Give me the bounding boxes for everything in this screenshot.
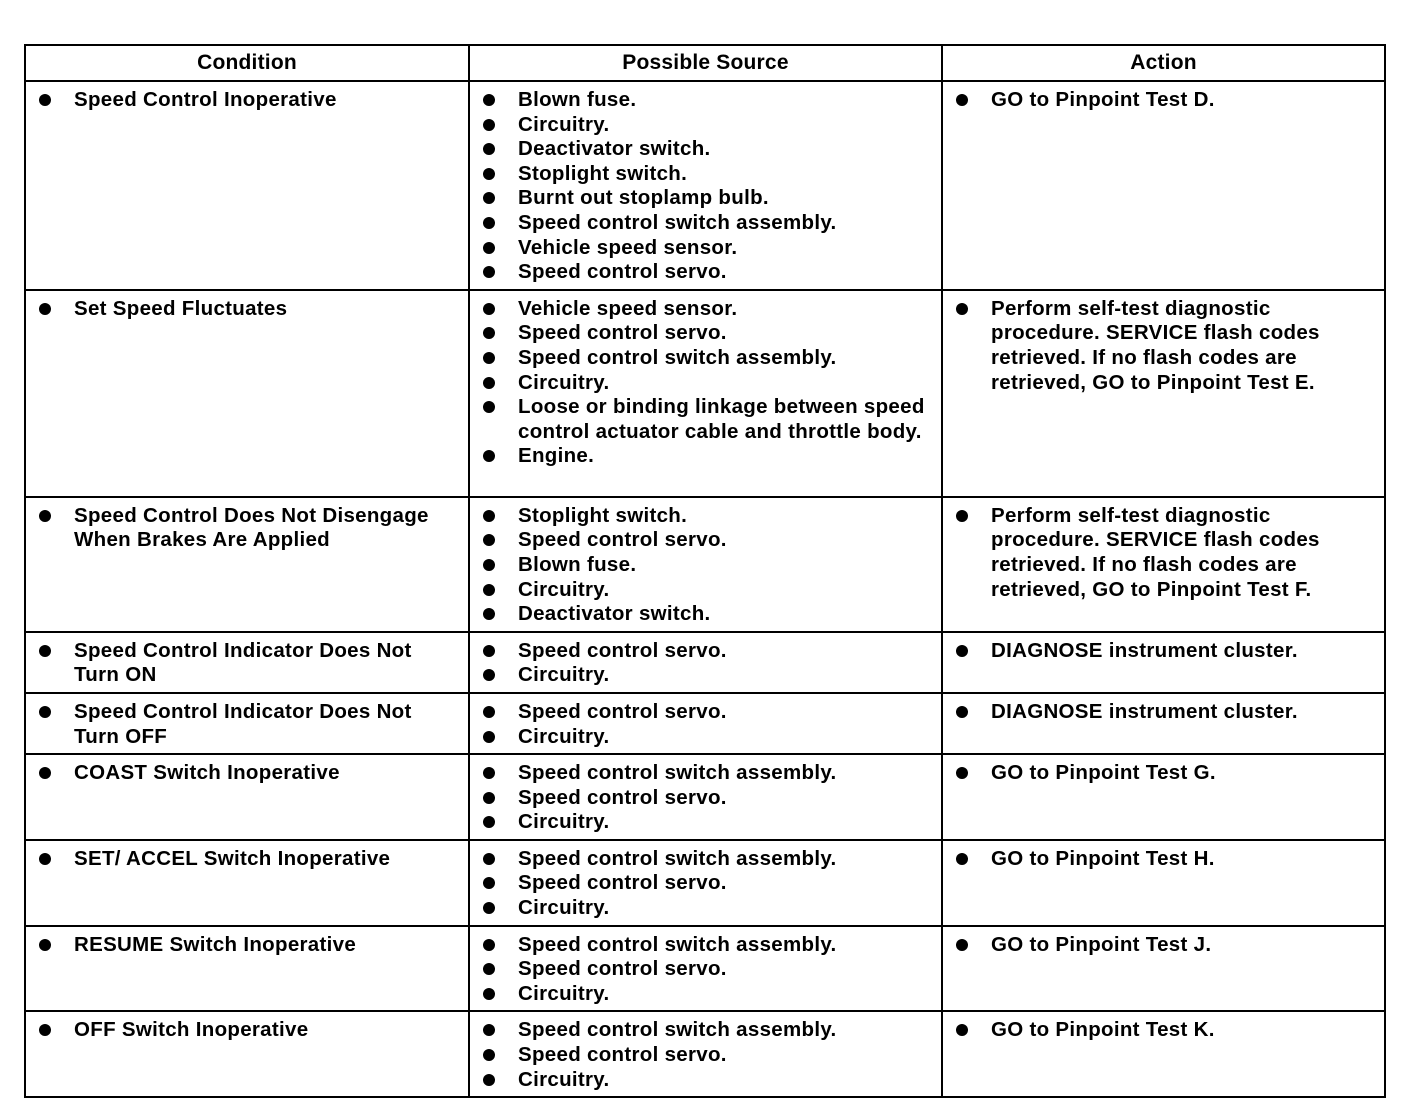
condition-cell — [25, 840, 469, 926]
source-item: Speed control servo. — [482, 957, 931, 982]
source-item: Circuitry. — [482, 578, 931, 603]
header-condition: Condition — [25, 45, 469, 81]
table-row — [25, 497, 1385, 632]
source-item: Blown fuse. — [482, 88, 931, 113]
table-row — [25, 290, 1385, 497]
action-cell — [942, 632, 1385, 693]
source-item: Circuitry. — [482, 663, 931, 688]
condition-text: RESUME Switch Inoperative — [38, 933, 458, 958]
action-cell — [942, 693, 1385, 754]
condition-cell — [25, 693, 469, 754]
action-list — [955, 1018, 1374, 1043]
action-text: GO to Pinpoint Test H. — [955, 847, 1374, 872]
condition-text: Speed Control Does Not Disengage When Brakes Are Applied — [38, 504, 458, 553]
action-cell — [942, 497, 1385, 632]
source-item: Speed control servo. — [482, 871, 931, 896]
source-list — [482, 639, 931, 688]
possible-source-cell — [469, 926, 942, 1012]
table-row — [25, 754, 1385, 840]
condition-text: SET/ ACCEL Switch Inoperative — [38, 847, 458, 872]
condition-cell — [25, 290, 469, 497]
table-row — [25, 926, 1385, 1012]
possible-source-cell — [469, 497, 942, 632]
source-item: Deactivator switch. — [482, 602, 931, 627]
table-row — [25, 840, 1385, 926]
source-item: Vehicle speed sensor. — [482, 236, 931, 261]
condition-text: Speed Control Inoperative — [38, 88, 458, 113]
possible-source-cell — [469, 81, 942, 290]
source-item: Speed control switch assembly. — [482, 1018, 931, 1043]
action-list — [955, 847, 1374, 872]
source-item: Circuitry. — [482, 725, 931, 750]
condition-list — [38, 933, 458, 958]
action-text: Perform self-test diagnostic procedure. SERVICE flash codes retrieved. If no flash codes are retrieved, GO to Pinpoint Test E. — [955, 297, 1374, 395]
condition-list — [38, 504, 458, 553]
source-list — [482, 504, 931, 627]
action-text: GO to Pinpoint Test K. — [955, 1018, 1374, 1043]
source-item: Speed control servo. — [482, 1043, 931, 1068]
condition-list — [38, 297, 458, 322]
condition-text: OFF Switch Inoperative — [38, 1018, 458, 1043]
source-list — [482, 761, 931, 835]
source-item: Speed control switch assembly. — [482, 346, 931, 371]
condition-cell — [25, 926, 469, 1012]
source-item: Speed control servo. — [482, 528, 931, 553]
source-item: Speed control switch assembly. — [482, 933, 931, 958]
condition-text: Speed Control Indicator Does Not Turn ON — [38, 639, 458, 688]
source-item: Loose or binding linkage between speed control actuator cable and throttle body. — [482, 395, 931, 444]
action-text: Perform self-test diagnostic procedure. SERVICE flash codes retrieved. If no flash codes are retrieved, GO to Pinpoint Test F. — [955, 504, 1374, 602]
action-list — [955, 761, 1374, 786]
condition-cell — [25, 497, 469, 632]
action-list — [955, 639, 1374, 664]
action-list — [955, 700, 1374, 725]
action-list — [955, 933, 1374, 958]
source-item: Circuitry. — [482, 113, 931, 138]
action-list — [955, 504, 1374, 602]
possible-source-cell — [469, 1011, 942, 1097]
header-action: Action — [942, 45, 1385, 81]
source-item: Speed control servo. — [482, 321, 931, 346]
condition-list — [38, 88, 458, 113]
source-list — [482, 1018, 931, 1092]
condition-cell — [25, 754, 469, 840]
source-item: Speed control switch assembly. — [482, 211, 931, 236]
condition-text: Speed Control Indicator Does Not Turn OFF — [38, 700, 458, 749]
source-list — [482, 88, 931, 285]
source-item: Circuitry. — [482, 810, 931, 835]
possible-source-cell — [469, 290, 942, 497]
condition-text: Set Speed Fluctuates — [38, 297, 458, 322]
source-item: Speed control switch assembly. — [482, 761, 931, 786]
action-text: DIAGNOSE instrument cluster. — [955, 700, 1374, 725]
action-list — [955, 297, 1374, 395]
condition-list — [38, 700, 458, 749]
action-cell — [942, 290, 1385, 497]
source-item: Stoplight switch. — [482, 504, 931, 529]
possible-source-cell — [469, 693, 942, 754]
source-item: Circuitry. — [482, 982, 931, 1007]
source-item: Speed control servo. — [482, 700, 931, 725]
table-row — [25, 1011, 1385, 1097]
action-text: DIAGNOSE instrument cluster. — [955, 639, 1374, 664]
action-cell — [942, 1011, 1385, 1097]
action-text: GO to Pinpoint Test J. — [955, 933, 1374, 958]
source-item: Circuitry. — [482, 1068, 931, 1093]
condition-cell — [25, 632, 469, 693]
source-item: Vehicle speed sensor. — [482, 297, 931, 322]
table-row — [25, 632, 1385, 693]
source-item: Circuitry. — [482, 371, 931, 396]
action-cell — [942, 926, 1385, 1012]
condition-list — [38, 761, 458, 786]
source-list — [482, 297, 931, 469]
source-item: Speed control servo. — [482, 786, 931, 811]
source-item: Burnt out stoplamp bulb. — [482, 186, 931, 211]
source-list — [482, 847, 931, 921]
table-row — [25, 81, 1385, 290]
action-text: GO to Pinpoint Test G. — [955, 761, 1374, 786]
possible-source-cell — [469, 632, 942, 693]
source-list — [482, 700, 931, 749]
table-header — [25, 45, 1385, 81]
condition-text: COAST Switch Inoperative — [38, 761, 458, 786]
source-item: Speed control servo. — [482, 260, 931, 285]
condition-cell — [25, 81, 469, 290]
condition-list — [38, 847, 458, 872]
action-text: GO to Pinpoint Test D. — [955, 88, 1374, 113]
header-row — [25, 45, 1385, 81]
action-list — [955, 88, 1374, 113]
table-body — [25, 81, 1385, 1097]
source-item: Deactivator switch. — [482, 137, 931, 162]
condition-list — [38, 1018, 458, 1043]
source-item: Stoplight switch. — [482, 162, 931, 187]
source-item: Speed control servo. — [482, 639, 931, 664]
source-item: Engine. — [482, 444, 931, 469]
action-cell — [942, 840, 1385, 926]
condition-cell — [25, 1011, 469, 1097]
diagnosis-table — [24, 44, 1386, 1098]
source-item: Speed control switch assembly. — [482, 847, 931, 872]
source-item: Circuitry. — [482, 896, 931, 921]
possible-source-cell — [469, 840, 942, 926]
action-cell — [942, 81, 1385, 290]
source-item: Blown fuse. — [482, 553, 931, 578]
table-row — [25, 693, 1385, 754]
header-possible-source: Possible Source — [469, 45, 942, 81]
source-list — [482, 933, 931, 1007]
condition-list — [38, 639, 458, 688]
possible-source-cell — [469, 754, 942, 840]
action-cell — [942, 754, 1385, 840]
